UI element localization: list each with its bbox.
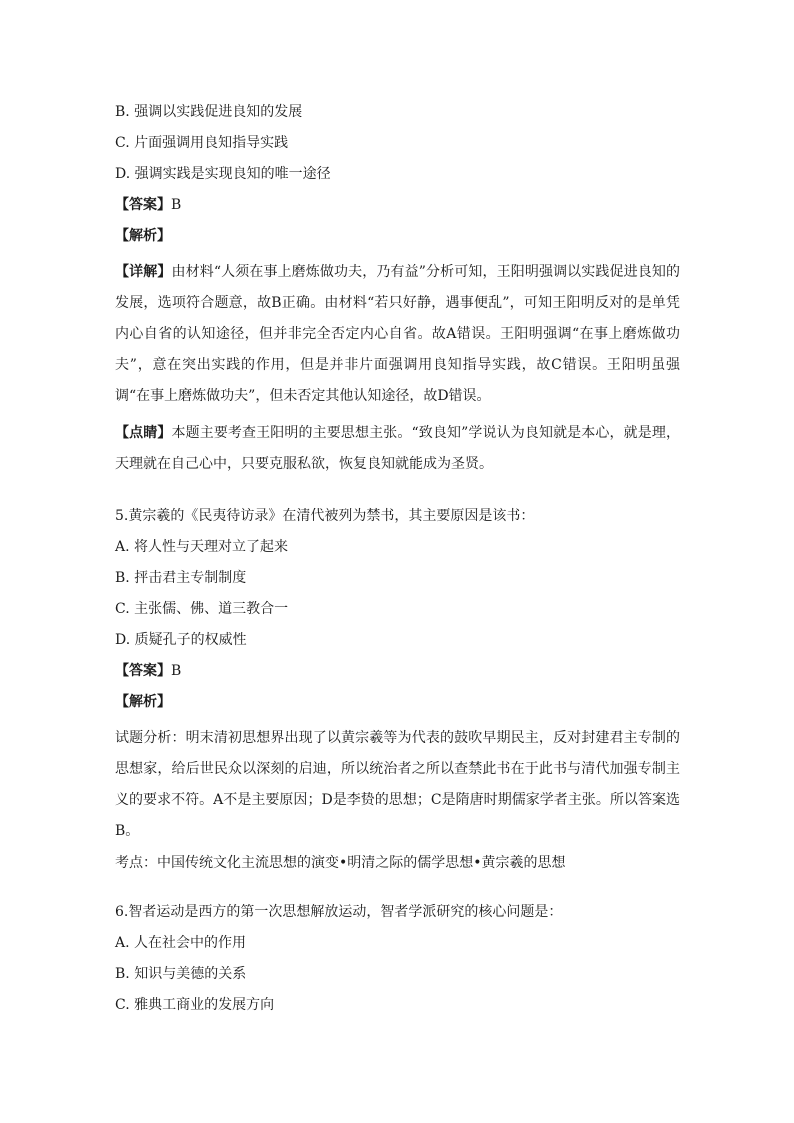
q5-option-b: B. 抨击君主专制制度 bbox=[115, 570, 247, 586]
q4-analysis-label: 【解析】 bbox=[115, 228, 171, 244]
spacer bbox=[115, 480, 680, 506]
page-content bbox=[115, 102, 680, 1026]
q5-answer bbox=[115, 661, 680, 681]
q5-analysis-text: 试题分析：明末清初思想界出现了以黄宗羲等为代表的鼓吹早期民主，反对封建君主专制的思想家，给后世民众以深刻的启迪，所以统治者之所以查禁此书在于此书与清代加强专制主义的要求不符。A不是主要原因；D是李贽的思想；C是隋唐时期儒家学者主张。所以答案选B。 bbox=[115, 730, 680, 839]
q4-answer bbox=[115, 195, 680, 215]
q5-kaodian: 考点：中国传统文化主流思想的演变•明清之际的儒学思想•黄宗羲的思想 bbox=[115, 855, 566, 871]
q5-option-d: D. 质疑孔子的权威性 bbox=[115, 632, 247, 648]
q5-option-c: C. 主张儒、佛、道三教合一 bbox=[115, 601, 289, 617]
q4-point-paragraph bbox=[115, 418, 680, 480]
q5-stem: 5.黄宗羲的《民夷待访录》在清代被列为禁书，其主要原因是该书： bbox=[115, 508, 535, 524]
q6-option-a: A. 人在社会中的作用 bbox=[115, 935, 247, 951]
q5-option-a: A. 将人性与天理对立了起来 bbox=[115, 539, 289, 555]
q4-detail-text: 由材料“人须在事上磨炼做功夫，乃有益”分析可知，王阳明强调以实践促进良知的发展，选项符合题意，故B正确。由材料“若只好静，遇事便乱”，可知王阳明反对的是单凭内心自省的认知途径，但并非完全否定内心自省。故A错误。王阳明强调“在事上磨炼做功夫”，意在突出实践的作用，但是并非片面强调用良知指导实践，故C错误。王阳明虽强调“在事上磨炼做功夫”，但未否定其他认知途径，故D错误。 bbox=[115, 264, 680, 404]
q4-option-c: C. 片面强调用良知指导实践 bbox=[115, 135, 289, 151]
q4-point-label: 【点睛】 bbox=[115, 425, 172, 441]
q6-option-b: B. 知识与美德的关系 bbox=[115, 966, 247, 982]
q4-answer-label: 【答案】 bbox=[115, 197, 171, 213]
q4-answer-value: B bbox=[171, 197, 182, 213]
q4-detail-paragraph bbox=[115, 257, 680, 412]
q4-option-d: D. 强调实践是实现良知的唯一途径 bbox=[115, 166, 331, 182]
q4-option-b: B. 强调以实践促进良知的发展 bbox=[115, 104, 303, 120]
q5-answer-value: B bbox=[171, 663, 182, 679]
q6-stem: 6.智者运动是西方的第一次思想解放运动，智者学派研究的核心问题是： bbox=[115, 904, 563, 920]
spacer bbox=[115, 884, 680, 902]
q5-analysis-label: 【解析】 bbox=[115, 694, 171, 710]
q5-answer-label: 【答案】 bbox=[115, 663, 171, 679]
q4-point-text: 本题主要考查王阳明的主要思想主张。“致良知”学说认为良知就是本心，就是理，天理就在自己心中，只要克服私欲，恢复良知就能成为圣贤。 bbox=[115, 425, 680, 472]
q6-option-c: C. 雅典工商业的发展方向 bbox=[115, 997, 275, 1013]
q4-detail-label: 【详解】 bbox=[115, 264, 172, 280]
